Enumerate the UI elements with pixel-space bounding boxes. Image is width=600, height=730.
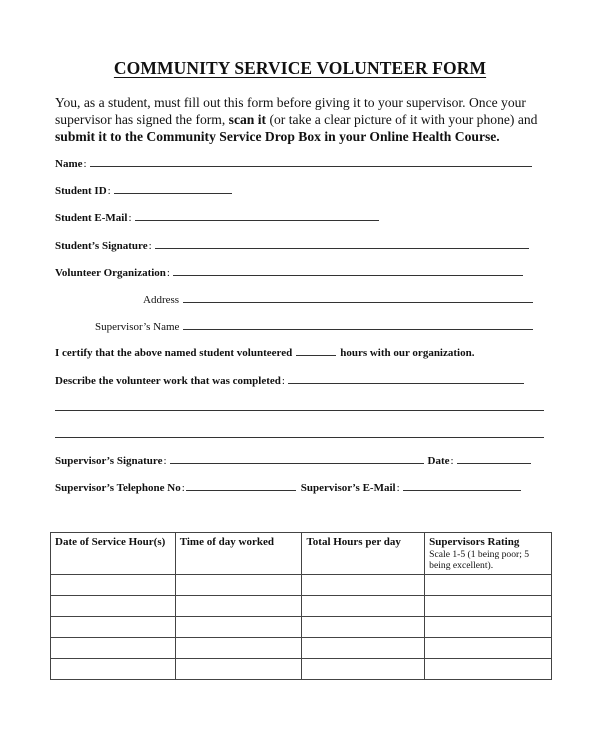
certify-statement [55, 346, 474, 359]
table-cell[interactable] [302, 575, 425, 596]
table-cell[interactable] [175, 596, 302, 617]
student-email-label: Student E-Mail [55, 212, 128, 224]
header-supervisors-rating-label: Supervisors Rating [429, 536, 520, 548]
date-label: Date [427, 455, 450, 467]
supervisor-email-label: Supervisor’s E-Mail [300, 482, 396, 494]
describe-field[interactable] [288, 374, 524, 384]
address-row [143, 293, 533, 306]
table-row [51, 596, 552, 617]
student-id-field[interactable] [114, 184, 232, 194]
student-email-colon: : [128, 212, 132, 224]
form-title: COMMUNITY SERVICE VOLUNTEER FORM [113, 58, 487, 78]
supervisor-email-colon: : [396, 482, 400, 494]
volunteer-org-row [55, 266, 523, 279]
describe-label: Describe the volunteer work that was completed [55, 375, 281, 387]
supervisor-signature-field[interactable] [170, 454, 424, 464]
table-row [51, 659, 552, 680]
describe-colon: : [281, 375, 285, 387]
table-cell[interactable] [51, 575, 176, 596]
table-cell[interactable] [302, 659, 425, 680]
table-cell[interactable] [51, 659, 176, 680]
header-time-of-day-label: Time of day worked [179, 536, 274, 548]
supervisor-phone-label: Supervisor’s Telephone No [55, 482, 181, 494]
table-row [51, 617, 552, 638]
rating-scale-note: Scale 1-5 (1 being poor; 5 being excellent). [429, 549, 530, 571]
supervisor-name-label: Supervisor’s Name [95, 321, 180, 333]
student-id-label: Student ID [55, 185, 107, 197]
intro-paragraph [55, 94, 555, 145]
table-header-row [51, 533, 552, 575]
name-row [55, 157, 532, 170]
intro-text-1: You, as a student, must fill out this form before giving it to your supervisor. Once your supervisor has signed the form, [55, 95, 526, 127]
student-email-row [55, 211, 379, 224]
header-time-of-day [175, 533, 302, 575]
supervisor-email-field[interactable] [403, 481, 521, 491]
table-row [51, 638, 552, 659]
header-total-hours [302, 533, 425, 575]
table-row [51, 575, 552, 596]
hours-field[interactable] [296, 346, 336, 356]
supervisor-phone-colon: : [181, 482, 185, 494]
table-cell[interactable] [425, 617, 552, 638]
table-cell[interactable] [51, 638, 176, 659]
table-cell[interactable] [425, 596, 552, 617]
certify-text-before: I certify that the above named student volunteered [55, 347, 293, 359]
intro-bold-2: submit it to the Community Service Drop Box in your Online Health Course. [55, 129, 500, 144]
header-date-of-service [51, 533, 176, 575]
describe-line-2[interactable] [55, 410, 544, 411]
student-id-row [55, 184, 232, 197]
name-colon: : [83, 158, 87, 170]
supervisor-signature-colon: : [163, 455, 167, 467]
intro-bold-1: scan it [228, 112, 267, 127]
supervisor-signature-row [55, 454, 531, 467]
address-field[interactable] [183, 293, 533, 303]
table-cell[interactable] [425, 575, 552, 596]
volunteer-org-label: Volunteer Organization [55, 267, 166, 279]
date-field[interactable] [457, 454, 531, 464]
name-field[interactable] [90, 157, 532, 167]
describe-row [55, 374, 524, 387]
supervisor-contact-row [55, 481, 521, 494]
table-cell[interactable] [51, 617, 176, 638]
table-cell[interactable] [175, 659, 302, 680]
student-signature-row [55, 239, 529, 252]
header-total-hours-label: Total Hours per day [306, 536, 401, 548]
student-id-colon: : [107, 185, 111, 197]
student-signature-field[interactable] [155, 239, 529, 249]
describe-line-3[interactable] [55, 437, 544, 438]
table-cell[interactable] [302, 617, 425, 638]
service-hours-table [50, 532, 552, 680]
name-label: Name [55, 158, 83, 170]
table-cell[interactable] [302, 596, 425, 617]
volunteer-org-field[interactable] [173, 266, 523, 276]
supervisor-phone-field[interactable] [186, 481, 296, 491]
table-cell[interactable] [425, 638, 552, 659]
supervisor-name-row [95, 320, 533, 333]
supervisor-name-field[interactable] [183, 320, 533, 330]
volunteer-org-colon: : [166, 267, 170, 279]
student-email-field[interactable] [135, 211, 379, 221]
table-cell[interactable] [51, 596, 176, 617]
table-cell[interactable] [425, 659, 552, 680]
student-signature-colon: : [148, 240, 152, 252]
student-signature-label: Student’s Signature [55, 240, 148, 252]
supervisor-signature-label: Supervisor’s Signature [55, 455, 163, 467]
address-label: Address [143, 294, 180, 306]
header-supervisors-rating [425, 533, 552, 575]
table-cell[interactable] [302, 638, 425, 659]
table-cell[interactable] [175, 575, 302, 596]
table-cell[interactable] [175, 617, 302, 638]
table-cell[interactable] [175, 638, 302, 659]
header-date-of-service-label: Date of Service Hour(s) [55, 536, 166, 548]
intro-text-2: (or take a clear picture of it with your phone) and [266, 112, 538, 127]
certify-text-after: hours with our organization. [340, 347, 475, 359]
date-colon: : [450, 455, 454, 467]
